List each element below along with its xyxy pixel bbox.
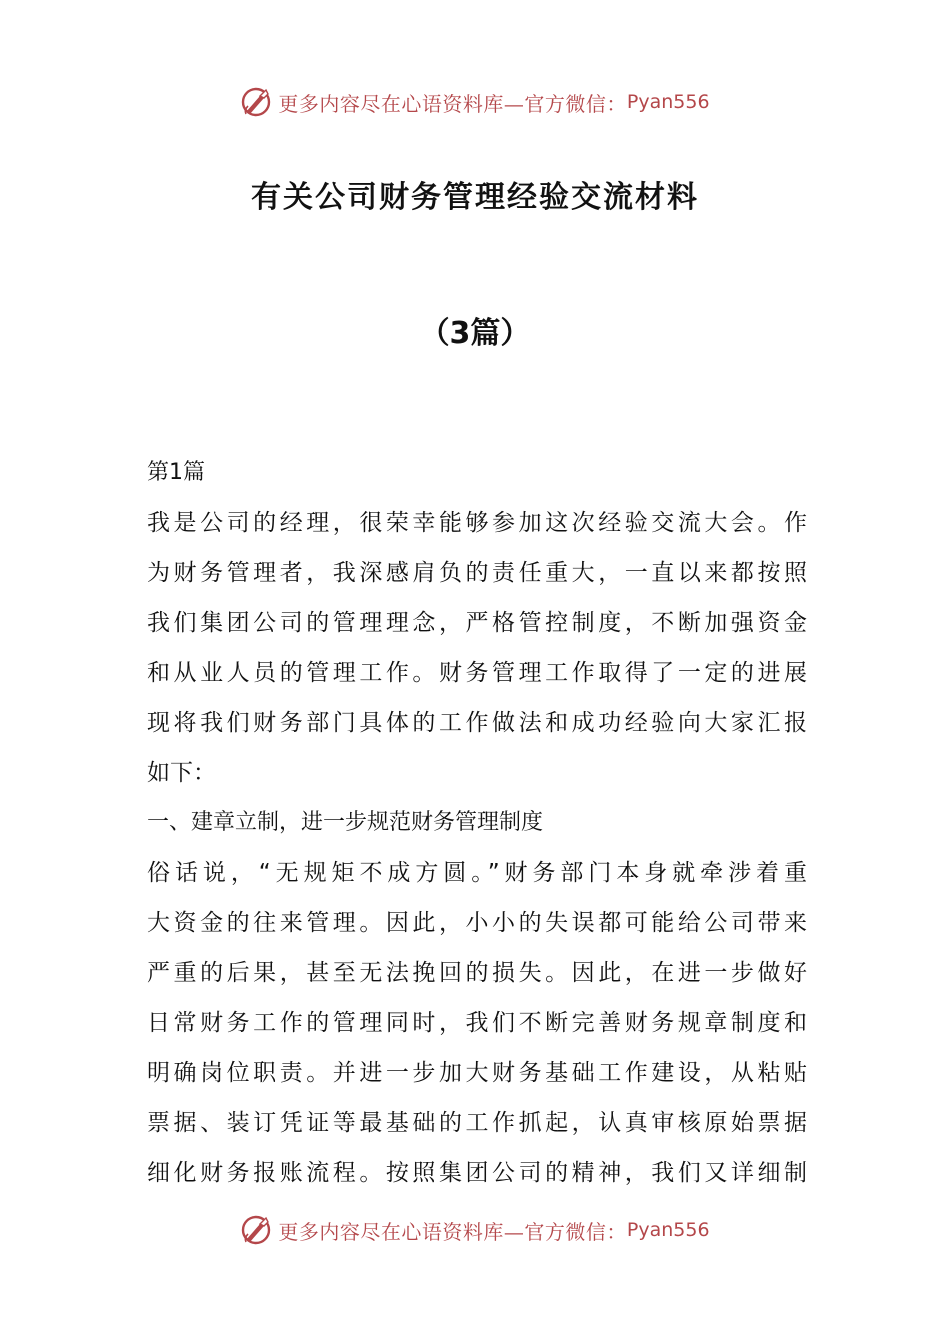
body-line: 日常财务工作的管理同时，我们不断完善财务规章制度和 (147, 1010, 807, 1036)
banner-wechat-id: Pyan556 (626, 1219, 710, 1241)
pen-logo-icon (240, 86, 272, 118)
section-heading: 一、建章立制，进一步规范财务管理制度 (147, 810, 544, 835)
document-body (147, 448, 807, 1198)
body-line: 细化财务报账流程。按照集团公司的精神，我们又详细制 (147, 1160, 807, 1186)
body-line: 我是公司的经理，很荣幸能够参加这次经验交流大会。作 (147, 510, 807, 536)
body-line: 严重的后果，甚至无法挽回的损失。因此，在进一步做好 (147, 960, 807, 986)
header-banner (0, 82, 950, 122)
footer-banner (0, 1210, 950, 1250)
body-line: 如下： (147, 760, 216, 786)
section-label: 第1篇 (147, 460, 205, 485)
body-line: 俗话说，“无规矩不成方圆。”财务部门本身就牵涉着重 (147, 860, 807, 886)
body-line: 和从业人员的管理工作。财务管理工作取得了一定的进展 (147, 660, 807, 686)
document-subtitle: （3篇） (419, 316, 531, 351)
body-line: 为财务管理者，我深感肩负的责任重大，一直以来都按照 (147, 560, 807, 586)
banner-wechat-id: Pyan556 (626, 91, 710, 113)
document-title: 有关公司财务管理经验交流材料 (251, 180, 699, 215)
body-line: 大资金的往来管理。因此，小小的失误都可能给公司带来 (147, 910, 807, 936)
body-line: 现将我们财务部门具体的工作做法和成功经验向大家汇报 (147, 710, 807, 736)
body-line: 我们集团公司的管理理念，严格管控制度，不断加强资金 (147, 610, 807, 636)
banner-text: 更多内容尽在心语资料库—官方微信： (278, 91, 627, 116)
pen-logo-icon (240, 1214, 272, 1246)
body-line: 票据、装订凭证等最基础的工作抓起，认真审核原始票据 (147, 1110, 807, 1136)
banner-text: 更多内容尽在心语资料库—官方微信： (278, 1219, 627, 1244)
body-line: 明确岗位职责。并进一步加大财务基础工作建设，从粘贴 (147, 1060, 807, 1086)
